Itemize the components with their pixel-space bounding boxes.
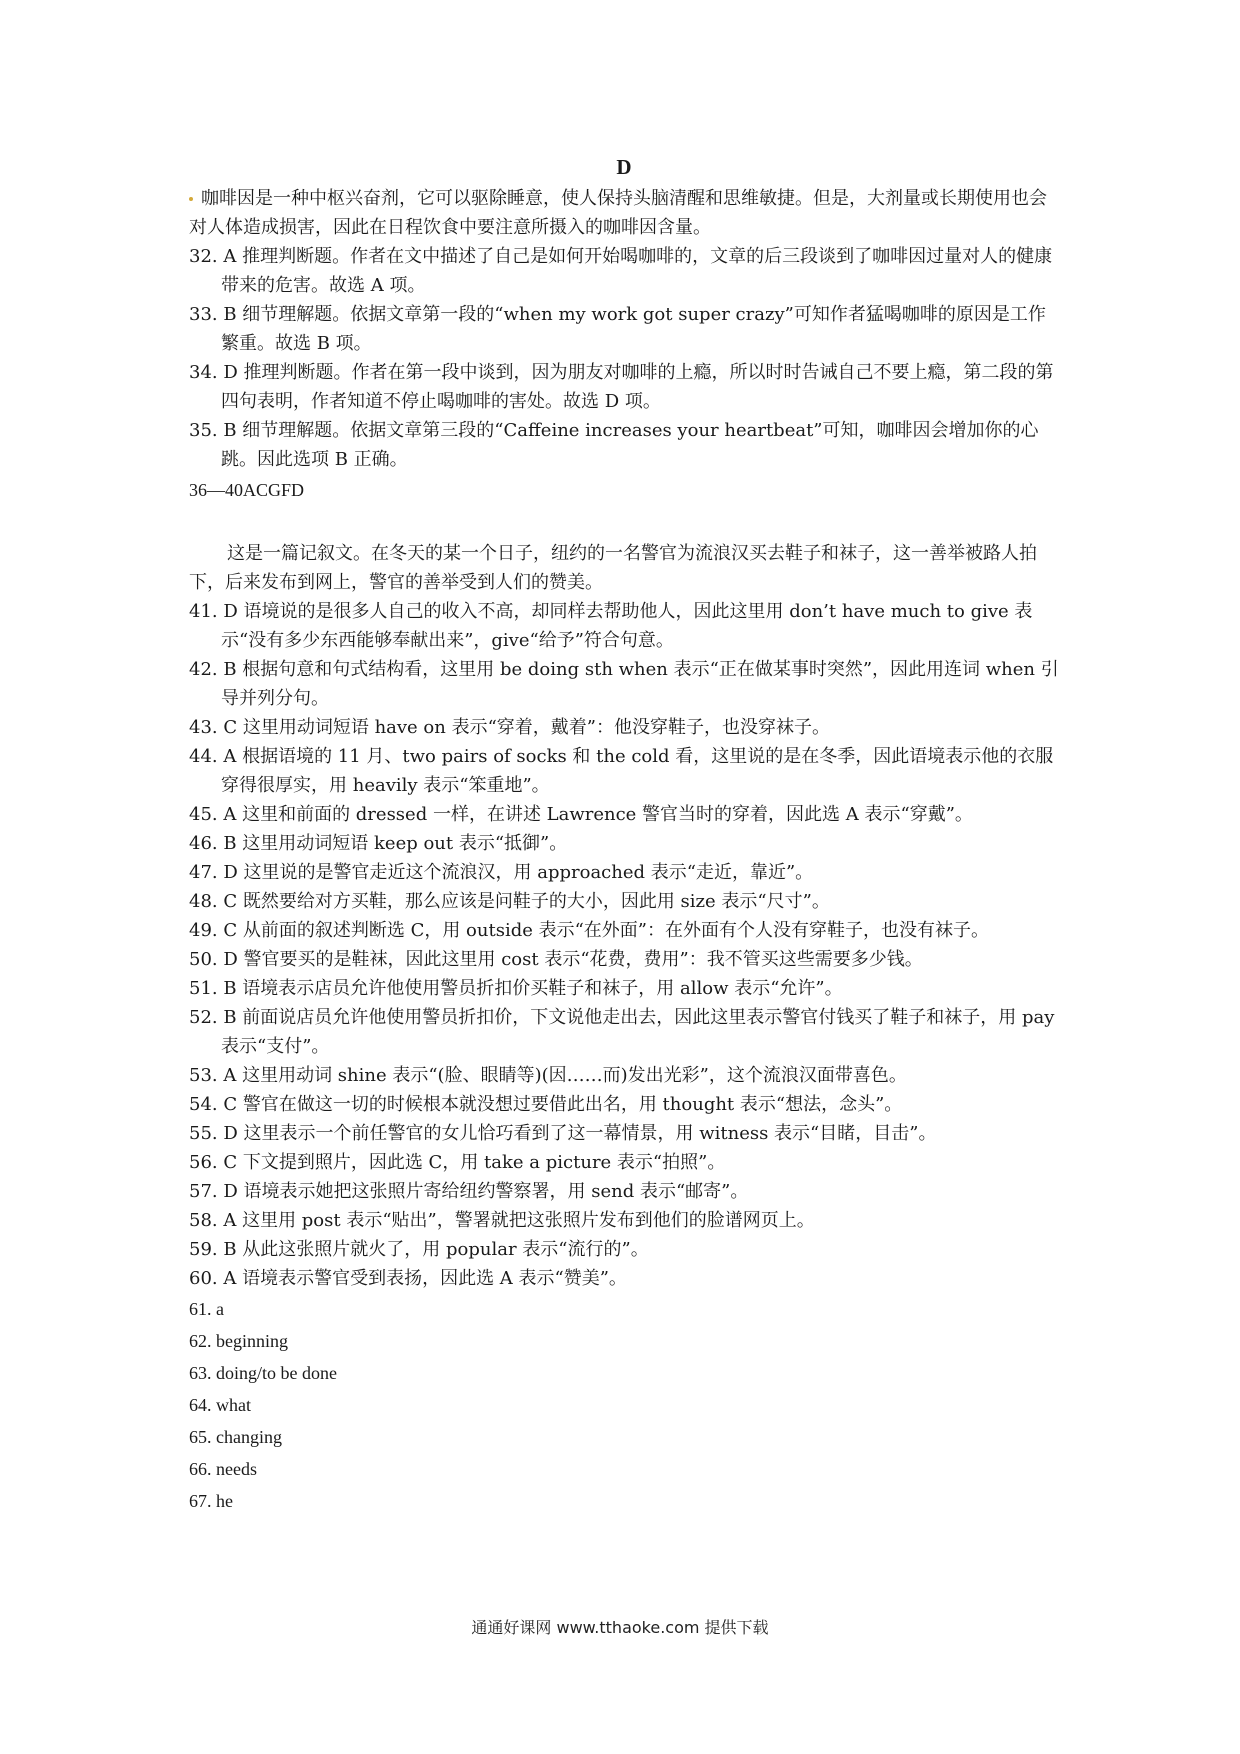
answer-item: 54. C 警官在做这一切的时候根本就没想过要借此出名，用 thought 表示“想法，念头”。 — [189, 1094, 903, 1115]
answer-key-page — [189, 152, 1059, 1517]
answer-item: 64. what — [189, 1395, 251, 1415]
passage-d-summary-text: 咖啡因是一种中枢兴奋剂，它可以驱除睡意，使人保持头脑清醒和思维敏捷。但是，大剂量或长期使用也会对人体造成损害，因此在日程饮食中要注意所摄入的咖啡因含量。 — [189, 188, 1047, 238]
section-title: D — [616, 155, 632, 179]
passage-d-answers — [189, 242, 1059, 474]
answer-item: 52. B 前面说店员允许他使用警员折扣价，下文说他走出去，因此这里表示警官付钱买了鞋子和袜子，用 pay 表示“支付”。 — [189, 1007, 1055, 1057]
answer-item: 44. A 根据语境的 11 月、two pairs of socks 和 the cold 看，这里说的是在冬季，因此语境表示他的衣服穿得很厚实，用 heavily 表示“笨重地”。 — [189, 746, 1054, 796]
answer-item: 57. D 语境表示她把这张照片寄给纽约警察署，用 send 表示“邮寄”。 — [189, 1181, 749, 1202]
answer-item: 67. he — [189, 1491, 233, 1511]
answer-item: 61. a — [189, 1299, 224, 1319]
answer-item: 62. beginning — [189, 1331, 288, 1351]
answer-item: 33. B 细节理解题。依据文章第一段的“when my work got super crazy”可知作者猛喝咖啡的原因是工作繁重。故选 B 项。 — [189, 304, 1046, 354]
answer-item: 42. B 根据句意和句式结构看，这里用 be doing sth when 表示“正在做某事时突然”，因此用连词 when 引导并列分句。 — [189, 659, 1059, 709]
answer-item: 63. doing/to be done — [189, 1363, 337, 1383]
cloze-answers — [189, 597, 1059, 1293]
answer-item: 50. D 警官要买的是鞋袜，因此这里用 cost 表示“花费，费用”：我不管买这些需要多少钱。 — [189, 949, 923, 970]
answer-item: 65. changing — [189, 1427, 282, 1447]
answer-item: 58. A 这里用 post 表示“贴出”，警署就把这张照片发布到他们的脸谱网页上。 — [189, 1210, 815, 1231]
answer-item: 55. D 这里表示一个前任警官的女儿恰巧看到了这一幕情景，用 witness 表示“目睹，目击”。 — [189, 1123, 937, 1144]
answer-item: 51. B 语境表示店员允许他使用警员折扣价买鞋子和袜子，用 allow 表示“允许”。 — [189, 978, 843, 999]
answer-item: 43. C 这里用动词短语 have on 表示“穿着，戴着”：他没穿鞋子，也没穿袜子。 — [189, 717, 830, 738]
page-footer: 通通好课网 www.tthaoke.com 提供下载 — [471, 1618, 769, 1637]
answer-item: 49. C 从前面的叙述判断选 C，用 outside 表示“在外面”：在外面有个人没有穿鞋子，也没有袜子。 — [189, 920, 990, 941]
answer-item: 34. D 推理判断题。作者在第一段中谈到，因为朋友对咖啡的上瘾，所以时时告诫自己不要上瘾，第二段的第四句表明，作者知道不停止喝咖啡的害处。故选 D 项。 — [189, 362, 1054, 412]
answer-item: 35. B 细节理解题。依据文章第三段的“Caffeine increases your heartbeat”可知，咖啡因会增加你的心跳。因此选项 B 正确。 — [189, 420, 1039, 470]
answer-item: 56. C 下文提到照片，因此选 C，用 take a picture 表示“拍照”。 — [189, 1152, 726, 1173]
passage-d-summary — [189, 184, 1059, 242]
bullet-dot-icon — [189, 197, 193, 201]
answer-item: 47. D 这里说的是警官走近这个流浪汉，用 approached 表示“走近，靠近”。 — [189, 862, 814, 883]
answer-item: 32. A 推理判断题。作者在文中描述了自己是如何开始喝咖啡的，文章的后三段谈到了咖啡因过量对人的健康带来的危害。故选 A 项。 — [189, 246, 1053, 296]
answer-item: 41. D 语境说的是很多人自己的收入不高，却同样去帮助他人，因此这里用 don’t have much to give 表示“没有多少东西能够奉献出来”，give“给予”符合句意。 — [189, 601, 1033, 651]
answer-item: 48. C 既然要给对方买鞋，那么应该是问鞋子的大小，因此用 size 表示“尺寸”。 — [189, 891, 830, 912]
answer-item: 45. A 这里和前面的 dressed 一样，在讲述 Lawrence 警官当时的穿着，因此选 A 表示“穿戴”。 — [189, 804, 973, 825]
answer-item: 66. needs — [189, 1459, 257, 1479]
answer-item: 46. B 这里用动词短语 keep out 表示“抵御”。 — [189, 833, 568, 854]
answer-item: 60. A 语境表示警官受到表扬，因此选 A 表示“赞美”。 — [189, 1268, 627, 1289]
answers-36-40: 36—40ACGFD — [189, 480, 305, 500]
answer-item: 53. A 这里用动词 shine 表示“(脸、眼睛等)(因……而)发出光彩”，这个流浪汉面带喜色。 — [189, 1065, 907, 1086]
cloze-summary: 这是一篇记叙文。在冬天的某一个日子，纽约的一名警官为流浪汉买去鞋子和袜子，这一善举被路人拍下，后来发布到网上，警官的善举受到人们的赞美。 — [189, 543, 1037, 593]
grammar-fill-answers — [189, 1293, 1059, 1517]
answer-item: 59. B 从此这张照片就火了，用 popular 表示“流行的”。 — [189, 1239, 649, 1260]
